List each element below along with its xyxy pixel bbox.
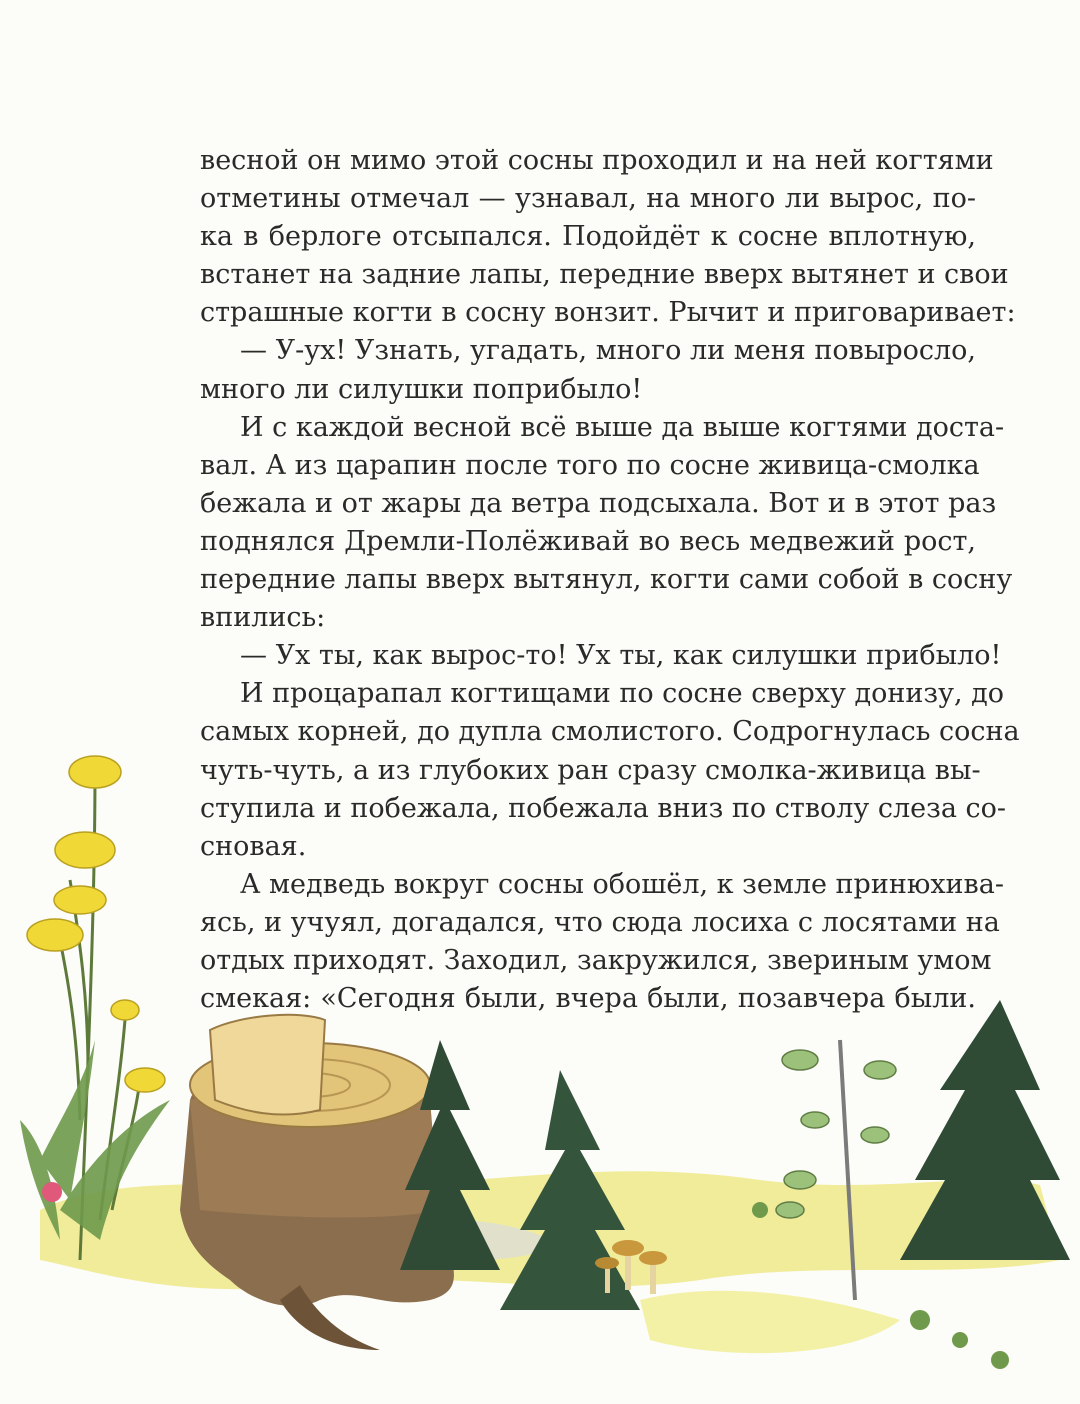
text-line: А медведь вокруг сосны обошёл, к земле принюхива- [240, 868, 1004, 900]
text-line: — У-ух! Узнать, угадать, много ли меня повыросло, [240, 335, 976, 367]
text-line: ка в берлоге отсыпался. Подойдёт к сосне вплотную, [200, 221, 976, 253]
text-line: поднялся Дремли-Полёживай во весь медвежий рост, [200, 525, 976, 557]
text-line: впились: [200, 602, 326, 634]
text-line: отметины отмечал — узнавал, на много ли вырос, по- [200, 183, 976, 215]
text-line: — Ух ты, как вырос-то! Ух ты, как силушки прибыло! [240, 640, 1002, 672]
text-line: страшные когти в сосну вонзит. Рычит и приговаривает: [200, 297, 1016, 329]
text-line: отдых приходят. Заходил, закружился, звериным умом [200, 944, 992, 976]
fir-tree [900, 1000, 1070, 1260]
text-line: И с каждой весной всё выше да выше когтями доста- [240, 411, 1005, 443]
text-line: сновая. [200, 830, 307, 862]
paragraph [200, 142, 1016, 332]
text-line: самых корней, до дупла смолистого. Содрогнулась сосна [200, 716, 1020, 748]
text-line: вал. А из царапин после того по сосне живица-смолка [200, 449, 980, 481]
paragraph [200, 409, 1013, 638]
forest-illustration [0, 740, 1080, 1404]
text-line: много ли силушки поприбыло! [200, 373, 643, 405]
paragraph [200, 637, 1002, 675]
text-line: ясь, и учуял, догадался, что сюда лосиха с лосятами на [200, 906, 1000, 938]
ground-patch [640, 1291, 900, 1353]
text-line: И процарапал когтищами по сосне сверху донизу, до [240, 678, 1005, 710]
text-line: весной он мимо этой сосны проходил и на ней когтями [200, 145, 994, 176]
text-line: смекая: «Сегодня были, вчера были, позавчера были. [200, 983, 976, 1015]
text-line: передние лапы вверх вытянул, когти сами собой в сосну [200, 564, 1013, 596]
text-line: бежала и от жары да ветра подсыхала. Вот и в этот раз [200, 487, 997, 519]
pink-flower [42, 1182, 62, 1202]
paragraph [200, 332, 976, 408]
text-line: чуть-чуть, а из глубоких ран сразу смолка-живица вы- [200, 754, 981, 786]
text-line: встанет на задние лапы, передние вверх вытянет и свои [200, 259, 1009, 291]
text-line: ступила и побежала, побежала вниз по стволу слеза со- [200, 792, 1007, 824]
